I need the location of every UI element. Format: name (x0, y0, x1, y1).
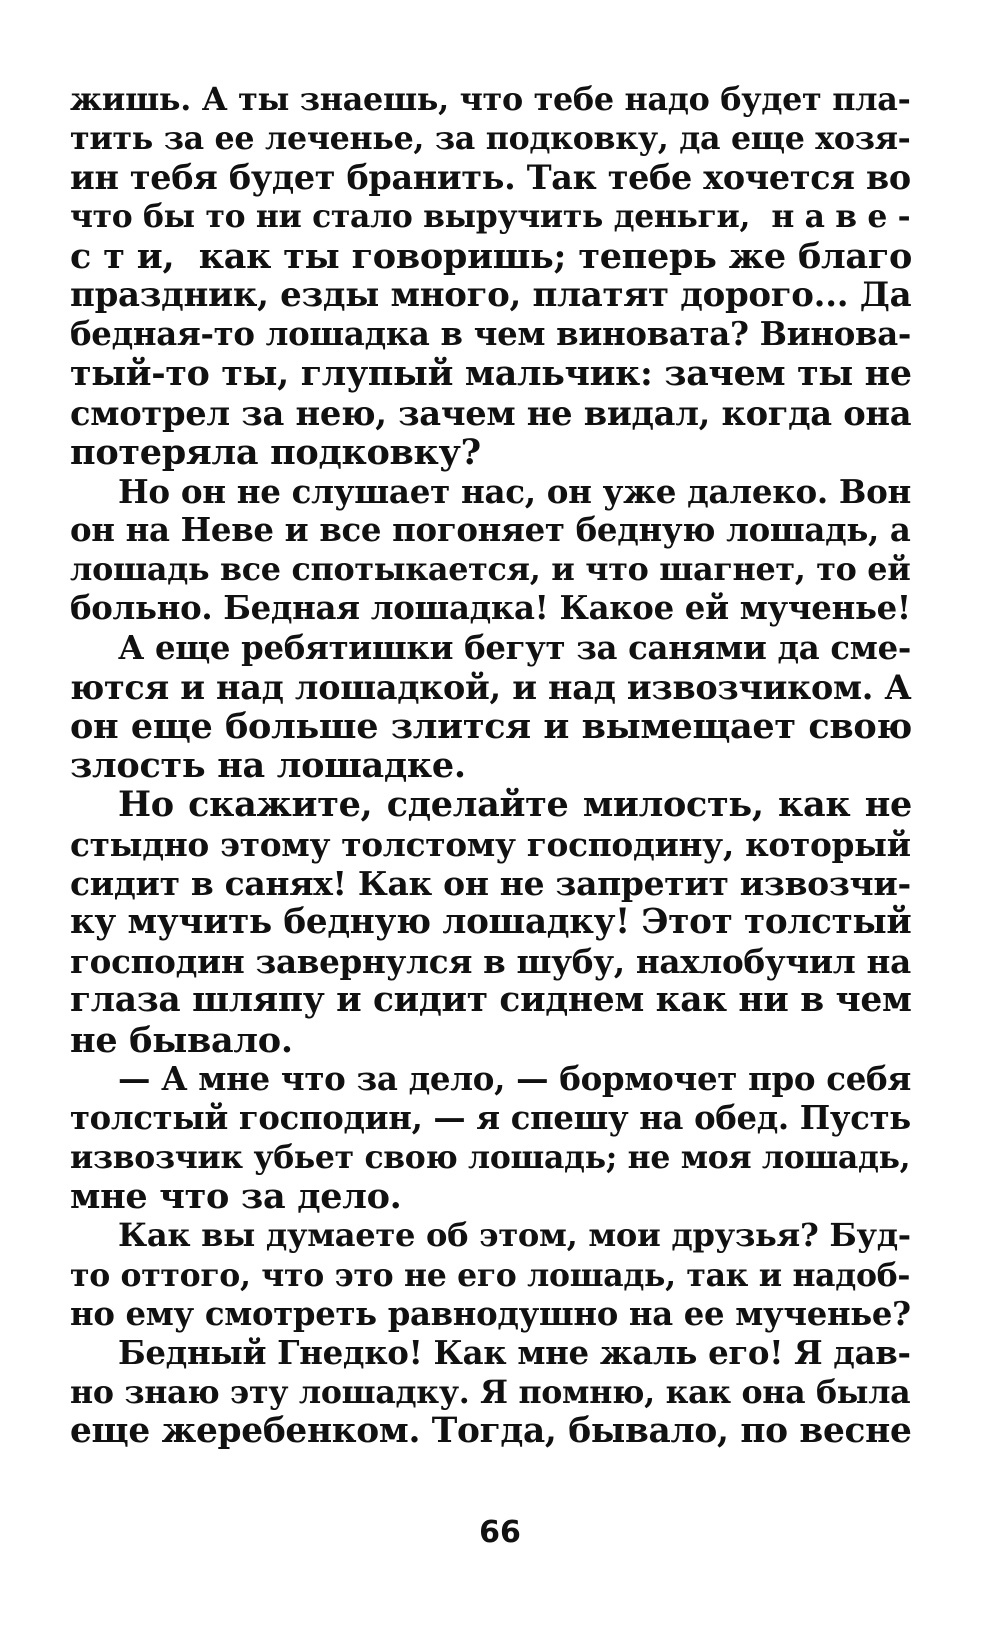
text-line: толстый господин, — я спешу на обед. Пусть (70, 1098, 911, 1137)
text-line: не бывало. (70, 1019, 293, 1061)
text-line: Бедный Гнедко! Как мне жаль его! Я дав- (118, 1334, 911, 1372)
text-line: больно. Бедная лошадка! Какое ей мученье! (70, 589, 911, 628)
text-line: смотрел за нею, зачем не видал, когда она (70, 392, 912, 433)
body-text (70, 80, 912, 1452)
text-line: потеряла подковку? (70, 431, 481, 473)
text-line: праздник, езды много, платят дорого... Да (70, 274, 912, 315)
text-line: А еще ребятишки бегут за санями да сме- (118, 628, 911, 667)
text-line: извозчик убьет свою лошадь; не моя лошадь, (70, 1139, 911, 1177)
text-line: тый-то ты, глупый мальчик: зачем ты не (70, 353, 912, 395)
text-line: тить за ее леченье, за подковку, да еще хозя- (70, 120, 911, 158)
text-line: жишь. А ты знаешь, что тебе надо будет пла- (70, 81, 911, 118)
text-line: но знаю эту лошадку. Я помню, как она была (70, 1374, 911, 1412)
text-line: ются и над лошадкой, и над извозчиком. А (70, 667, 912, 707)
text-line: Но он не слушает нас, он уже далеко. Вон (118, 471, 911, 511)
text-line: глаза шляпу и сидит сиднем как ни в чем (70, 980, 912, 1021)
text-line: то оттого, что это не его лошадь, так и надоб- (70, 1256, 911, 1294)
text-line: ин тебя будет бранить. Так тебе хочется во (70, 158, 911, 198)
page-number: 66 (479, 1515, 521, 1550)
text-line: господин завернулся в шубу, нахлобучил на (70, 942, 911, 982)
text-line: Как вы думаете об этом, мои друзья? Буд- (118, 1216, 911, 1255)
text-line: — А мне что за дело, — бормочет про себя (118, 1059, 912, 1098)
text-line: ку мучить бедную лошадку! Этот толстый (70, 901, 912, 942)
text-line: Но скажите, сделайте милость, как не (118, 784, 912, 826)
text-line: бедная-то лошадка в чем виновата? Винова- (70, 315, 911, 354)
text-line: стыдно этому толстому господину, который (70, 824, 911, 864)
text-line: злость на лошадке. (70, 745, 466, 787)
text-line: но ему смотреть равнодушно на ее мученье? (70, 1294, 911, 1333)
text-line: он на Неве и все погоняет бедную лошадь, а (70, 511, 911, 550)
text-line: лошадь все спотыкается, и что шагнет, то ей (70, 551, 911, 589)
text-line: сидит в санях! Как он не запретит извозчи- (70, 863, 911, 903)
text-line: он еще больше злится и вымещает свою (70, 706, 912, 747)
text-line: мне что за дело. (70, 1176, 402, 1218)
text-line: еще жеребенком. Тогда, бывало, по весне (70, 1411, 912, 1452)
text-line: что бы то ни стало выручить деньги, н а в е - (70, 198, 911, 235)
text-line: с т и, как ты говоришь; теперь же благо (70, 235, 912, 277)
